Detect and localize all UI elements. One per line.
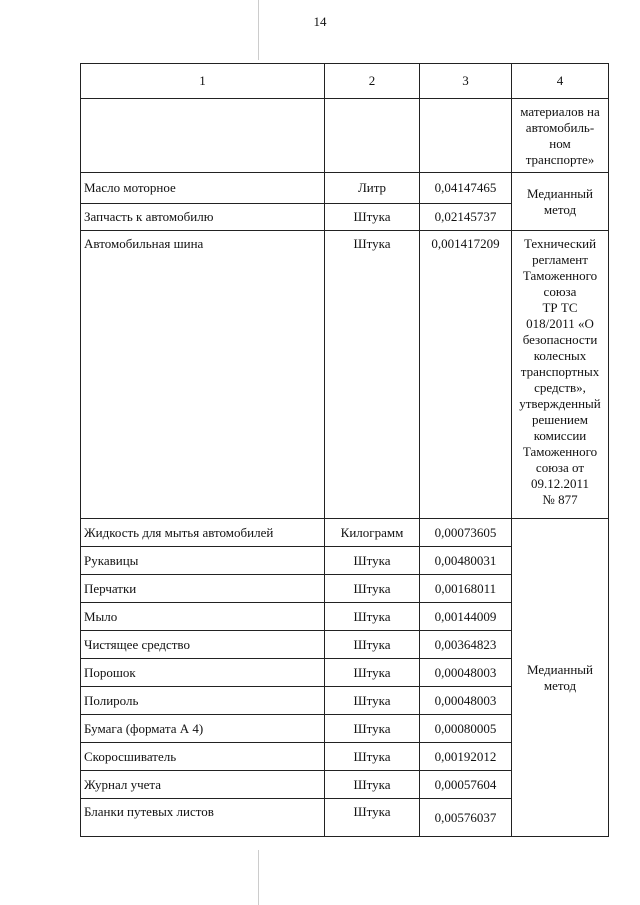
method-line: комиссии — [533, 428, 587, 443]
item-unit: Штука — [325, 603, 420, 631]
table-header-row — [81, 64, 609, 99]
scan-line — [258, 850, 259, 905]
method-line: союза — [543, 284, 577, 299]
scan-line — [258, 0, 259, 60]
method-line: материалов на — [520, 103, 600, 119]
item-value: 0,00144009 — [420, 603, 512, 631]
method-line: Медианный — [527, 661, 593, 677]
item-unit: Штука — [325, 547, 420, 575]
table-row — [81, 231, 609, 519]
method-line: безопасности — [522, 332, 598, 347]
header-cell: 2 — [325, 64, 420, 99]
method-line: транспорте» — [525, 151, 595, 167]
method-line: утвержденный — [519, 396, 601, 411]
item-value: 0,00480031 — [420, 547, 512, 575]
item-name: Порошок — [81, 659, 325, 687]
item-name: Полироль — [81, 687, 325, 715]
item-value: 0,00048003 — [420, 659, 512, 687]
method-cell — [512, 231, 609, 519]
item-name: Бланки путевых листов — [81, 799, 325, 837]
method-line: Медианный — [527, 185, 593, 201]
item-unit: Штука — [325, 631, 420, 659]
item-name: Чистящее средство — [81, 631, 325, 659]
method-line: метод — [543, 201, 577, 217]
item-unit: Штука — [325, 743, 420, 771]
header-cell: 1 — [81, 64, 325, 99]
item-value: 0,001417209 — [420, 231, 512, 519]
method-line: № 877 — [542, 492, 578, 507]
item-unit: Штука — [325, 204, 420, 231]
header-cell: 4 — [512, 64, 609, 99]
method-line: Технический — [523, 236, 597, 251]
item-value: 0,00073605 — [420, 519, 512, 547]
method-line: регламент — [532, 252, 588, 267]
table-row — [81, 519, 609, 547]
table-row — [81, 173, 609, 204]
method-line: транспортных — [520, 364, 600, 379]
empty-cell — [420, 99, 512, 173]
method-line: Таможенного — [522, 444, 598, 459]
method-line: союза от — [535, 460, 585, 475]
item-unit: Литр — [325, 173, 420, 204]
method-line: решением — [532, 412, 588, 427]
item-unit: Штука — [325, 687, 420, 715]
table-row — [81, 99, 609, 173]
header-cell: 3 — [420, 64, 512, 99]
empty-cell — [81, 99, 325, 173]
data-table — [80, 63, 609, 837]
method-line: ТР ТС — [542, 300, 578, 315]
item-value: 0,00192012 — [420, 743, 512, 771]
item-value: 0,00080005 — [420, 715, 512, 743]
method-cell — [512, 173, 609, 231]
method-line: метод — [543, 677, 577, 693]
item-value: 0,00364823 — [420, 631, 512, 659]
method-line: Таможенного — [522, 268, 598, 283]
item-unit: Штука — [325, 659, 420, 687]
item-unit: Штука — [325, 771, 420, 799]
item-name: Перчатки — [81, 575, 325, 603]
item-unit: Штука — [325, 799, 420, 837]
item-value: 0,04147465 — [420, 173, 512, 204]
item-unit: Штука — [325, 575, 420, 603]
method-line: 09.12.2011 — [530, 476, 590, 491]
item-value: 0,00057604 — [420, 771, 512, 799]
method-line: ном — [549, 135, 571, 151]
item-name: Журнал учета — [81, 771, 325, 799]
method-line: колесных — [533, 348, 587, 363]
item-name: Жидкость для мытья автомобилей — [81, 519, 325, 547]
item-value: 0,02145737 — [420, 204, 512, 231]
method-cell — [512, 519, 609, 837]
page-number: 14 — [313, 14, 327, 29]
item-name: Бумага (формата А 4) — [81, 715, 325, 743]
item-name: Масло моторное — [81, 173, 325, 204]
method-cell — [512, 99, 609, 173]
item-unit: Штука — [325, 715, 420, 743]
item-unit: Килограмм — [325, 519, 420, 547]
method-line: 018/2011 «О — [526, 316, 594, 331]
item-name: Рукавицы — [81, 547, 325, 575]
method-line: средств», — [534, 380, 586, 395]
item-value: 0,00576037 — [420, 799, 512, 837]
empty-cell — [325, 99, 420, 173]
item-value: 0,00168011 — [420, 575, 512, 603]
method-line: автомобиль- — [525, 119, 595, 135]
item-name: Автомобильная шина — [81, 231, 325, 519]
item-value: 0,00048003 — [420, 687, 512, 715]
item-name: Скоросшиватель — [81, 743, 325, 771]
item-unit: Штука — [325, 231, 420, 519]
item-name: Запчасть к автомобилю — [81, 204, 325, 231]
item-name: Мыло — [81, 603, 325, 631]
